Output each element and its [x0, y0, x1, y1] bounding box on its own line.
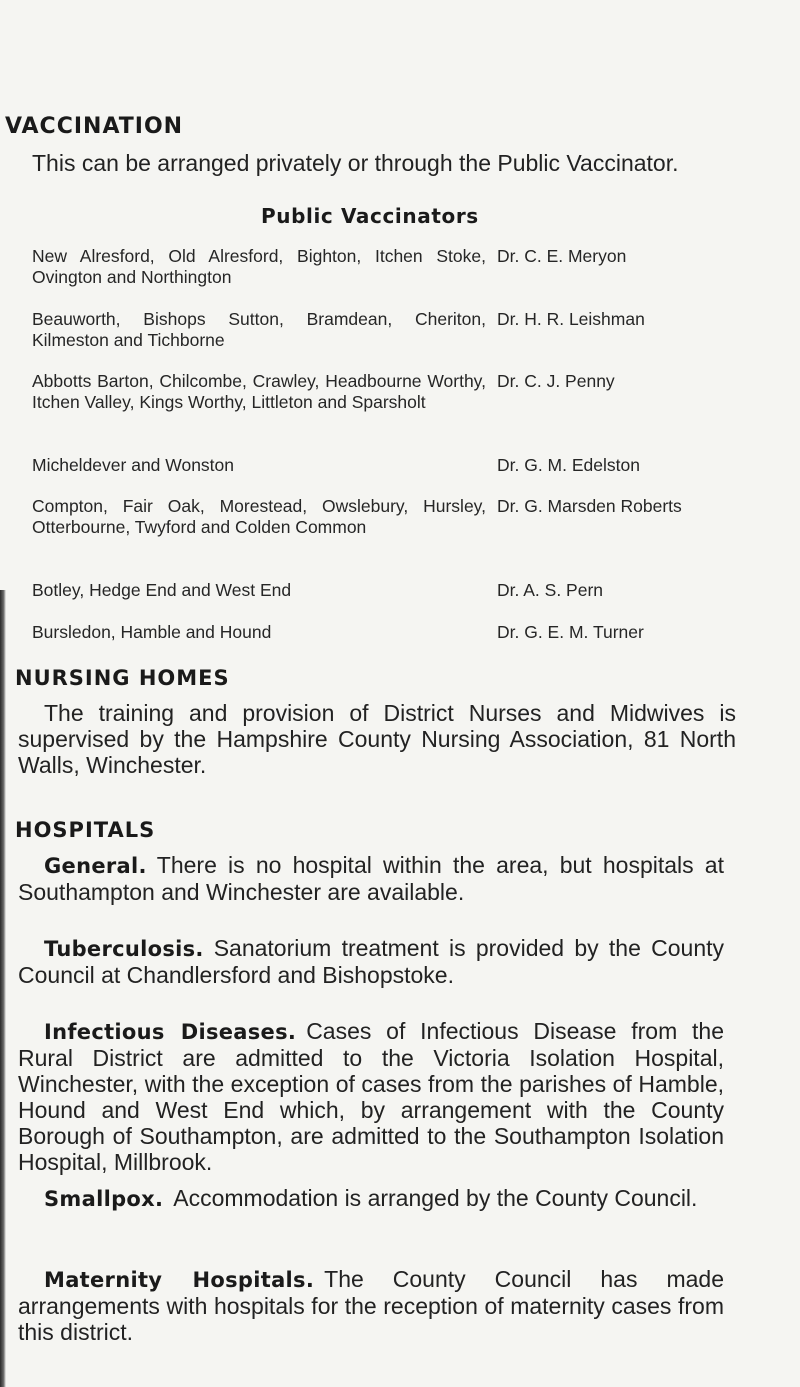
vaccinator-doctor-1: Dr. C. E. Meryon [497, 246, 627, 266]
hospital-section-general [18, 852, 724, 905]
public-vaccinators-subheading: Public Vaccinators [261, 204, 479, 228]
vaccinator-doctor-6: Dr. A. S. Pern [497, 580, 604, 600]
smallpox-text: Accommodation is arranged by the County Council. [173, 1185, 698, 1211]
hospital-section-maternity [18, 1266, 724, 1345]
vaccinator-areas-5: Compton, Fair Oak, Morestead, Owslebury, Hursley, Otterbourne, Twyford and Colden Common [32, 496, 486, 537]
tuberculosis-label: Tuberculosis. [44, 937, 204, 961]
general-text: There is no hospital within the area, but hospitals at Southampton and Winchester are available. [18, 852, 724, 905]
vaccination-intro: This can be arranged privately or through the Public Vaccinator. [32, 150, 679, 176]
hospital-section-smallpox [18, 1185, 724, 1212]
vaccinator-areas-7: Bursledon, Hamble and Hound [32, 622, 272, 642]
nursing-homes-text: The training and provision of District Nurses and Midwives is supervised by the Hampshire County Nursing Association, 81 North Walls, Winchester. [18, 700, 736, 778]
vaccinator-doctor-5: Dr. G. Marsden Roberts [497, 496, 682, 516]
hospitals-heading: HOSPITALS [15, 818, 156, 842]
vaccinator-doctor-7: Dr. G. E. M. Turner [497, 622, 644, 642]
vaccinator-areas-6: Botley, Hedge End and West End [32, 580, 292, 600]
hospital-section-tuberculosis [18, 935, 724, 988]
vaccination-heading: VACCINATION [5, 114, 184, 139]
general-label: General. [44, 854, 147, 878]
tuberculosis-text: Sanatorium treatment is provided by the County Council at Chandlersford and Bishopstoke. [18, 935, 724, 988]
vaccinator-areas-2: Beauworth, Bishops Sutton, Bramdean, Cheriton, Kilmeston and Tichborne [32, 309, 486, 350]
maternity-text: The County Council has made arrangements with hospitals for the reception of maternity cases from this district. [18, 1266, 725, 1345]
smallpox-label: Smallpox. [44, 1187, 164, 1211]
vaccinator-areas-1: New Alresford, Old Alresford, Bighton, Itchen Stoke, Ovington and Northington [32, 246, 486, 287]
maternity-label: Maternity Hospitals. [44, 1268, 315, 1292]
infectious-diseases-text: Cases of Infectious Disease from the Rural District are admitted to the Victoria Isolation Hospital, Winchester, with the exception of cases from the parishes of Hamble, Hound and West End which, by arrangement with the County Borough of Southampton, are admitted to the Southampton Isolation Hospital, Millbrook. [18, 1018, 725, 1175]
vaccinator-doctor-4: Dr. G. M. Edelston [497, 455, 640, 475]
vaccinator-areas-4: Micheldever and Wonston [32, 455, 235, 475]
hospital-section-infectious-diseases [18, 1018, 724, 1175]
infectious-diseases-label: Infectious Diseases. [44, 1020, 297, 1044]
vaccinator-doctor-2: Dr. H. R. Leishman [497, 309, 645, 329]
vaccinator-areas-3: Abbotts Barton, Chilcombe, Crawley, Headbourne Worthy, Itchen Valley, Kings Worthy, Littleton and Sparsholt [32, 371, 486, 412]
vaccinator-doctor-3: Dr. C. J. Penny [497, 371, 615, 391]
nursing-homes-heading: NURSING HOMES [15, 666, 230, 690]
